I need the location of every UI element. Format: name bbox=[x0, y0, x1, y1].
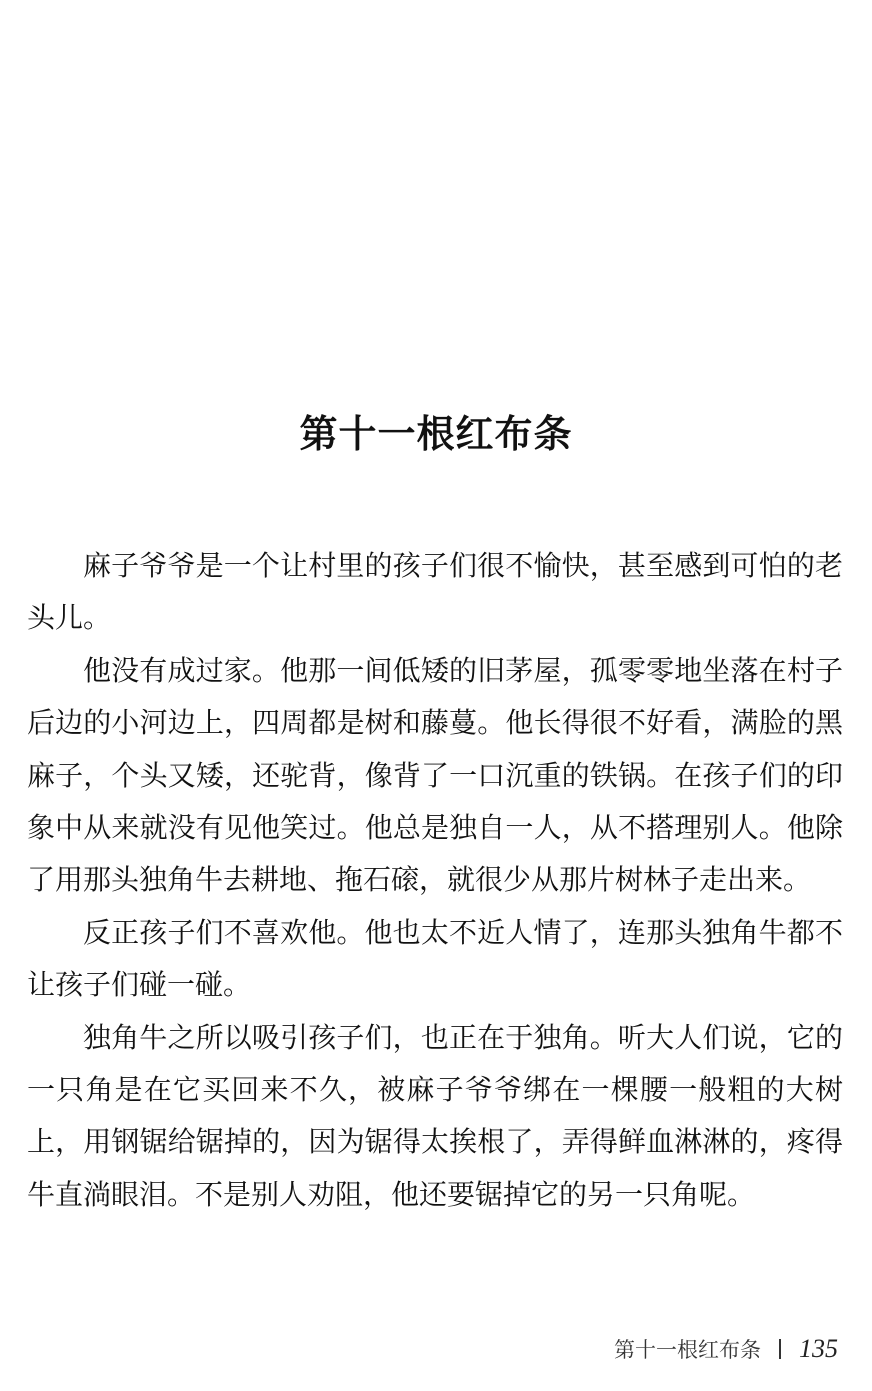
running-head: 第十一根红布条 bbox=[614, 1338, 761, 1362]
paragraph: 他没有成过家。他那一间低矮的旧茅屋，孤零零地坐落在村子后边的小河边上，四周都是树和藤蔓。他长得很不好看，满脸的黑麻子，个头又矮，还驼背，像背了一口沉重的铁锅。在孩子们的印象中从来就没有见他笑过。他总是独自一人，从不搭理别人。他除了用那头独角牛去耕地、拖石磙，就很少从那片树林子走出来。 bbox=[27, 653, 843, 897]
paragraph: 独角牛之所以吸引孩子们，也正在于独角。听大人们说，它的一只角是在它买回来不久，被麻子爷爷绑在一棵腰一般粗的大树上，用钢锯给锯掉的，因为锯得太挨根了，弄得鲜血淋淋的，疼得牛直淌眼泪。不是别人劝阻，他还要锯掉它的另一只角呢。 bbox=[27, 1020, 843, 1211]
footer-divider bbox=[779, 1339, 781, 1359]
body-text bbox=[27, 540, 843, 1221]
paragraph: 麻子爷爷是一个让村里的孩子们很不愉快，甚至感到可怕的老头儿。 bbox=[27, 549, 843, 635]
paragraph: 反正孩子们不喜欢他。他也太不近人情了，连那头独角牛都不让孩子们碰一碰。 bbox=[27, 915, 843, 1002]
page-number: 135 bbox=[799, 1334, 838, 1363]
chapter-title: 第十一根红布条 bbox=[299, 412, 573, 457]
page-footer bbox=[614, 1334, 838, 1364]
